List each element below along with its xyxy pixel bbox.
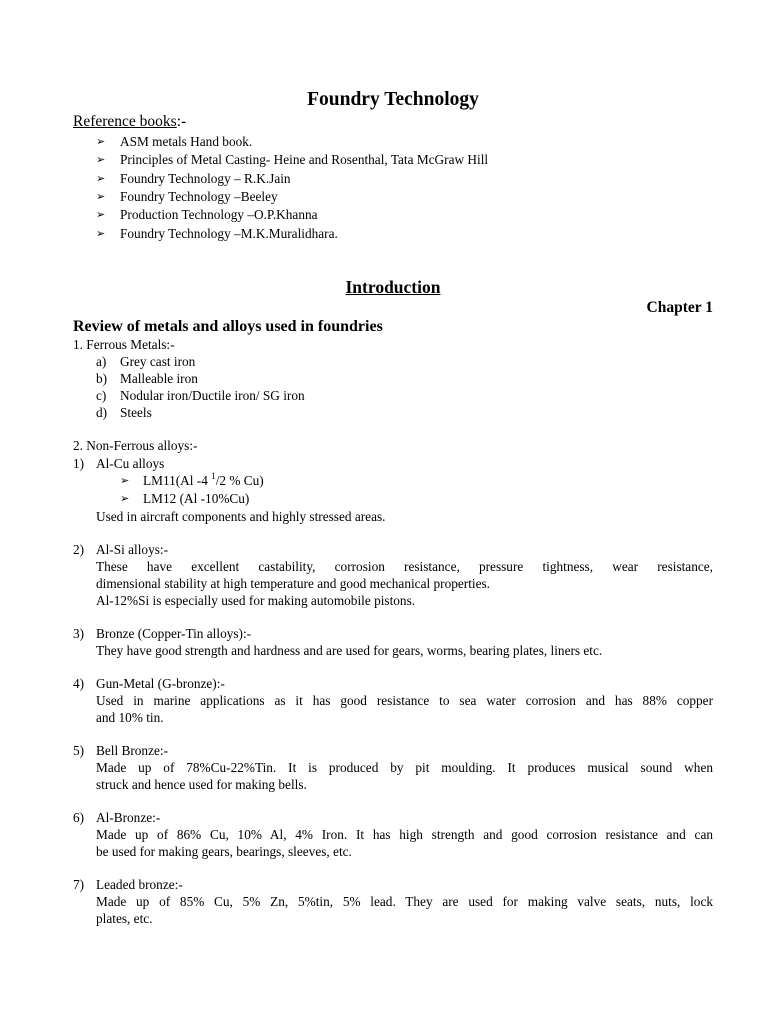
section-title: Review of metals and alloys used in foundries [73,318,383,335]
alloy-name: Al-Cu alloys [96,456,165,471]
alloy-description: dimensional stability at high temperature and good mechanical properties. [96,576,490,591]
arrow-bullet-icon: ➢ [120,492,130,505]
reference-item: Foundry Technology –M.K.Muralidhara. [120,226,338,241]
alloy-description: They have good strength and hardness and are used for gears, worms, bearing plates, liners etc. [96,643,603,658]
alloy-marker: 2) [73,542,85,557]
alloy-name: Al-Bronze:- [96,810,161,825]
list-item: Nodular iron/Ductile iron/ SG iron [120,388,305,403]
alloy-name: Bell Bronze:- [96,743,169,758]
arrow-bullet-icon: ➢ [96,135,106,148]
alloy-description: Al-12%Si is especially used for making automobile pistons. [96,593,416,608]
reference-heading: Reference books [73,113,177,130]
reference-heading-suffix: :- [176,113,187,130]
reference-heading-line [73,113,186,131]
arrow-bullet-icon: ➢ [96,190,106,203]
alloy-name: Al-Si alloys:- [96,542,169,557]
alloy-marker: 5) [73,743,85,758]
alloy-subitem-lm11: LM11(Al -4 $^1$/2 % Cu) [143,471,264,488]
reference-item: Foundry Technology –Beeley [120,189,278,204]
arrow-bullet-icon: ➢ [120,474,130,487]
reference-item: ASM metals Hand book. [120,134,253,149]
list-marker: a) [96,354,107,369]
alloy-description: These have excellent castability, corrosion resistance, pressure tightness, wear resistance, [96,559,713,574]
alloy-description: and 10% tin. [96,710,164,725]
alloy-description: Used in aircraft components and highly stressed areas. [96,509,386,524]
chapter-label: Chapter 1 [646,299,713,316]
list-item: Steels [120,405,152,420]
non-ferrous-heading: 2. Non-Ferrous alloys:- [73,438,198,453]
arrow-bullet-icon: ➢ [96,208,106,221]
alloy-description: struck and hence used for making bells. [96,777,307,792]
alloy-subitem-lm12: LM12 (Al -10%Cu) [143,491,250,506]
alloy-description: be used for making gears, bearings, sleeves, etc. [96,844,352,859]
arrow-bullet-icon: ➢ [96,153,106,166]
alloy-name: Bronze (Copper-Tin alloys):- [96,626,252,641]
alloy-description: Made up of 85% Cu, 5% Zn, 5%tin, 5% lead. They are used for making valve seats, nuts, lock [96,894,713,909]
arrow-bullet-icon: ➢ [96,227,106,240]
alloy-marker: 6) [73,810,85,825]
alloy-name: Gun-Metal (G-bronze):- [96,676,225,691]
ferrous-heading: 1. Ferrous Metals:- [73,337,175,352]
alloy-description: Made up of 86% Cu, 10% Al, 4% Iron. It has high strength and good corrosion resistance and can [96,827,713,842]
alloy-marker: 3) [73,626,85,641]
document-title: Foundry Technology [307,89,479,110]
list-item: Grey cast iron [120,354,196,369]
alloy-description: plates, etc. [96,911,153,926]
list-item: Malleable iron [120,371,198,386]
list-marker: b) [96,371,108,386]
alloy-marker: 7) [73,877,85,892]
reference-item: Principles of Metal Casting- Heine and Rosenthal, Tata McGraw Hill [120,152,489,167]
alloy-description: Used in marine applications as it has good resistance to sea water corrosion and has 88% copper [96,693,713,708]
list-marker: c) [96,388,107,403]
alloy-marker: 1) [73,456,85,471]
introduction-heading: Introduction [345,277,441,297]
arrow-bullet-icon: ➢ [96,172,106,185]
alloy-description: Made up of 78%Cu-22%Tin. It is produced by pit moulding. It produces musical sound when [96,760,713,775]
reference-item: Production Technology –O.P.Khanna [120,207,318,222]
list-marker: d) [96,405,108,420]
alloy-marker: 4) [73,676,85,691]
alloy-name: Leaded bronze:- [96,877,183,892]
reference-item: Foundry Technology – R.K.Jain [120,171,291,186]
